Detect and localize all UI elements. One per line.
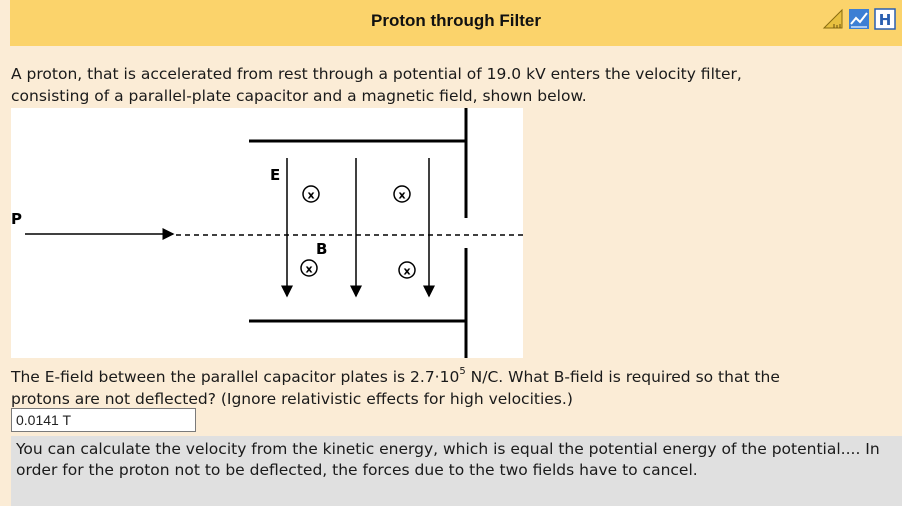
intro-line-1: A proton, that is accelerated from rest through a potential of 19.0 kV enters the velocity filter,: [11, 65, 742, 83]
b-field-into-page: [399, 262, 415, 278]
problem-intro: [11, 63, 742, 107]
help-icon[interactable]: [874, 8, 896, 30]
answer-input[interactable]: 0.0141 T: [11, 408, 196, 432]
header-bar: [10, 0, 902, 46]
chart-icon[interactable]: [848, 8, 870, 30]
svg-text:x: x: [305, 262, 313, 276]
svg-text:x: x: [307, 188, 315, 202]
b-field-into-page: [303, 186, 319, 202]
help-letter: H: [878, 11, 892, 29]
page-title: Proton through Filter: [371, 11, 541, 30]
b-field-into-page: [301, 260, 317, 276]
problem-question: [11, 366, 780, 410]
label-b: B: [316, 240, 328, 258]
header-icons: [822, 8, 896, 30]
question-text-a: The E-field between the parallel capacitor plates is 2.7·10: [11, 368, 460, 386]
question-line-1: [11, 366, 780, 388]
hint-box: You can calculate the velocity from the kinetic energy, which is equal the potential energy of the potential.... In order for the proton not to be deflected, the forces due to the two fields have to cancel.: [11, 436, 902, 506]
question-text-b: N/C. What B-field is required so that the: [465, 368, 780, 386]
svg-text:x: x: [398, 188, 406, 202]
svg-text:x: x: [403, 264, 411, 278]
question-line-2: protons are not deflected? (Ignore relativistic effects for high velocities.): [11, 390, 573, 408]
b-field-into-page: [394, 186, 410, 202]
label-e: E: [270, 166, 281, 184]
label-p: P: [11, 210, 22, 228]
question-exponent: 5: [459, 366, 466, 377]
ruler-icon[interactable]: [822, 8, 844, 30]
velocity-filter-diagram: [11, 108, 523, 358]
intro-line-2: consisting of a parallel-plate capacitor and a magnetic field, shown below.: [11, 87, 587, 105]
